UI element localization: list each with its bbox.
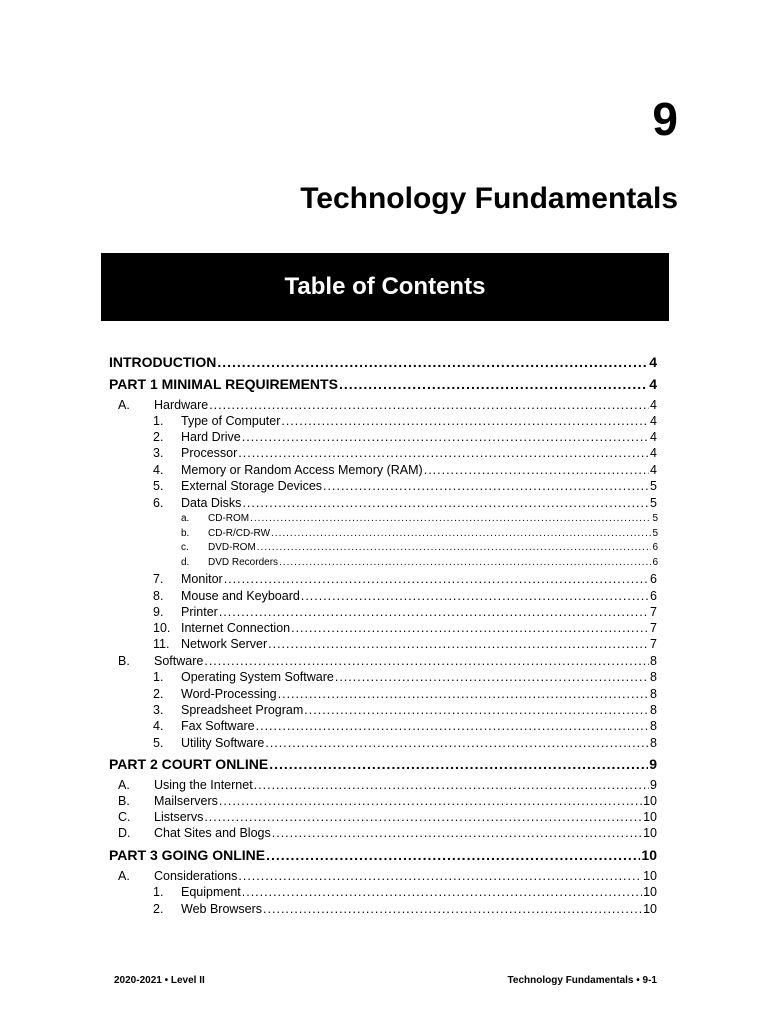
toc-entry-title: INTRODUCTION: [109, 354, 217, 370]
toc-entry-marker: 4.: [153, 463, 164, 477]
toc-leader-dots: [339, 377, 648, 391]
toc-entry-marker: d.: [181, 557, 190, 568]
toc-entry-marker: A.: [118, 398, 130, 412]
toc-entry-marker: c.: [181, 542, 189, 553]
toc-entry[interactable]: [109, 848, 657, 862]
toc-entry[interactable]: [153, 414, 657, 428]
toc-entry-page: 8: [650, 670, 657, 684]
toc-entry-title: Monitor: [181, 572, 223, 586]
toc-entry-title: Mailservers: [154, 794, 218, 808]
toc-entry-title: Listservs: [154, 810, 204, 824]
toc-leader-dots: [323, 480, 649, 493]
toc-leader-dots: [242, 497, 649, 510]
toc-entry-marker: 7.: [153, 572, 164, 586]
toc-entry-page: 8: [650, 703, 657, 717]
toc-entry-title: Web Browsers: [181, 902, 263, 916]
toc-entry-marker: a.: [181, 513, 190, 524]
toc-entry-page: 10: [643, 826, 657, 840]
toc-entry-marker: 2.: [153, 902, 164, 916]
toc-entry-marker: 5.: [153, 736, 164, 750]
toc-leader-dots: [257, 543, 652, 553]
toc-entry-marker: 1.: [153, 885, 164, 899]
toc-entry-page: 5: [650, 496, 657, 510]
toc-leader-dots: [278, 688, 649, 701]
toc-entry-page: 10: [643, 810, 657, 824]
toc-entry[interactable]: [153, 885, 657, 899]
toc-entry-page: 7: [650, 621, 657, 635]
toc-entry-page: 4: [649, 376, 657, 392]
toc-entry-page: 4: [650, 414, 657, 428]
toc-leader-dots: [219, 795, 642, 808]
toc-entry[interactable]: [118, 826, 657, 840]
toc-entry[interactable]: [109, 355, 657, 369]
toc-entry-page: 7: [650, 605, 657, 619]
toc-entry-title: External Storage Devices: [181, 479, 323, 493]
toc-leader-dots: [204, 811, 642, 824]
toc-leader-dots: [335, 671, 649, 684]
toc-leader-dots: [238, 870, 642, 883]
toc-leader-dots: [265, 737, 649, 750]
toc-entry[interactable]: [153, 479, 657, 493]
toc-entry-marker: 9.: [153, 605, 164, 619]
toc-entry-page: 5: [652, 513, 658, 524]
toc-entry[interactable]: [153, 496, 657, 510]
toc-entry-marker: 4.: [153, 719, 164, 733]
toc-entry[interactable]: [153, 687, 657, 701]
toc-entry[interactable]: [109, 757, 657, 771]
toc-entry[interactable]: [118, 810, 657, 824]
toc-entry-title: Internet Connection: [181, 621, 291, 635]
toc-entry-page: 4: [650, 430, 657, 444]
toc-leader-dots: [272, 827, 642, 840]
toc-entry-title: PART 2 COURT ONLINE: [109, 756, 269, 772]
toc-entry-title: Chat Sites and Blogs: [154, 826, 271, 840]
toc-entry-page: 4: [650, 398, 657, 412]
toc-entry-title: Equipment: [181, 885, 241, 899]
toc-entry-marker: A.: [118, 778, 130, 792]
toc-entry-marker: 3.: [153, 446, 164, 460]
toc-entry-page: 8: [650, 654, 657, 668]
toc-entry-marker: A.: [118, 869, 130, 883]
toc-leader-dots: [217, 355, 648, 369]
toc-entry-marker: D.: [118, 826, 131, 840]
toc-entry-title: Considerations: [154, 869, 238, 883]
toc-leader-dots: [424, 464, 649, 477]
toc-entry-marker: 10.: [153, 621, 171, 635]
toc-entry[interactable]: [118, 869, 657, 883]
toc-leader-dots: [209, 399, 649, 412]
toc-entry[interactable]: [181, 542, 658, 553]
toc-leader-dots: [250, 514, 651, 524]
toc-entry-page: 10: [643, 902, 657, 916]
toc-entry-page: 6: [652, 557, 658, 568]
toc-entry-title: Type of Computer: [181, 414, 281, 428]
toc-leader-dots: [224, 573, 649, 586]
toc-leader-dots: [238, 447, 649, 460]
toc-entry-marker: 6.: [153, 496, 164, 510]
toc-entry[interactable]: [109, 377, 657, 391]
chapter-number: 9: [652, 93, 678, 145]
toc-heading: Table of Contents: [284, 273, 486, 300]
footer-left: 2020-2021 • Level II: [114, 975, 205, 986]
toc-entry-title: DVD Recorders: [208, 557, 279, 568]
footer-right: Technology Fundamentals • 9-1: [507, 975, 657, 986]
toc-entry-title: Software: [154, 654, 204, 668]
toc-entry-title: Printer: [181, 605, 218, 619]
toc-entry-page: 6: [650, 589, 657, 603]
toc-entry[interactable]: [153, 621, 657, 635]
toc-entry-marker: B.: [118, 794, 130, 808]
toc-entry[interactable]: [118, 654, 657, 668]
chapter-title: Technology Fundamentals: [300, 182, 678, 215]
toc-entry-page: 8: [650, 736, 657, 750]
toc-entry-title: Word-Processing: [181, 687, 277, 701]
toc-entry-marker: b.: [181, 528, 190, 539]
toc-entry[interactable]: [153, 902, 657, 916]
toc-entry-page: 4: [649, 354, 657, 370]
toc-entry[interactable]: [181, 513, 658, 524]
toc-leader-dots: [242, 886, 642, 899]
toc-entry-marker: 2.: [153, 430, 164, 444]
toc-entry-page: 8: [650, 687, 657, 701]
toc-entry-page: 5: [652, 528, 658, 539]
toc-entry[interactable]: [153, 446, 657, 460]
toc-entry-page: 10: [643, 869, 657, 883]
toc-leader-dots: [268, 638, 649, 651]
toc-entry-marker: 8.: [153, 589, 164, 603]
toc-entry[interactable]: [153, 736, 657, 750]
toc-leader-dots: [291, 622, 649, 635]
toc-entry-title: CD-R/CD-RW: [208, 528, 271, 539]
toc-entry[interactable]: [153, 589, 657, 603]
toc-entry-title: CD-ROM: [208, 513, 250, 524]
toc-leader-dots: [256, 720, 649, 733]
toc-entry[interactable]: [153, 703, 657, 717]
toc-entry-page: 7: [650, 637, 657, 651]
toc-entry-marker: 1.: [153, 414, 164, 428]
toc-entry-marker: C.: [118, 810, 131, 824]
toc-entry-page: 9: [649, 756, 657, 772]
toc-entry-marker: 1.: [153, 670, 164, 684]
toc-entry[interactable]: [153, 719, 657, 733]
toc-entry-title: Spreadsheet Program: [181, 703, 304, 717]
toc-leader-dots: [254, 779, 649, 792]
toc-leader-dots: [281, 415, 649, 428]
toc-entry-marker: 11.: [153, 637, 170, 651]
toc-entry-page: 4: [650, 463, 657, 477]
toc-entry[interactable]: [118, 794, 657, 808]
toc-entry-page: 4: [650, 446, 657, 460]
toc-entry[interactable]: [181, 528, 658, 539]
toc-entry[interactable]: [118, 778, 657, 792]
toc-entry-page: 10: [643, 885, 657, 899]
toc-banner: [101, 253, 669, 321]
toc-entry[interactable]: [153, 572, 657, 586]
toc-leader-dots: [266, 848, 640, 862]
toc-entry-title: Processor: [181, 446, 238, 460]
toc-entry[interactable]: [153, 463, 657, 477]
toc-leader-dots: [263, 903, 642, 916]
toc-entry[interactable]: [153, 637, 657, 651]
toc-entry[interactable]: [153, 605, 657, 619]
toc-entry[interactable]: [153, 430, 657, 444]
toc-entry-title: Using the Internet: [154, 778, 253, 792]
toc-leader-dots: [301, 590, 649, 603]
toc-entry[interactable]: [153, 670, 657, 684]
toc-leader-dots: [271, 529, 651, 539]
toc-entry-page: 6: [652, 542, 658, 553]
toc-entry-title: Hard Drive: [181, 430, 241, 444]
toc-entry-title: Hardware: [154, 398, 209, 412]
toc-leader-dots: [304, 704, 649, 717]
toc-entry-title: Mouse and Keyboard: [181, 589, 300, 603]
toc-entry-title: Operating System Software: [181, 670, 334, 684]
toc-entry-title: Fax Software: [181, 719, 255, 733]
toc-leader-dots: [279, 558, 651, 568]
toc-entry-page: 8: [650, 719, 657, 733]
toc-entry-page: 10: [641, 847, 657, 863]
toc-leader-dots: [269, 757, 648, 771]
toc-entry-title: Memory or Random Access Memory (RAM): [181, 463, 423, 477]
toc-entry-page: 6: [650, 572, 657, 586]
toc-entry-marker: 2.: [153, 687, 164, 701]
toc-entry[interactable]: [181, 557, 658, 568]
toc-entry-title: PART 1 MINIMAL REQUIREMENTS: [109, 376, 338, 392]
toc-entry-page: 10: [643, 794, 657, 808]
toc-entry[interactable]: [118, 398, 657, 412]
toc-entry-marker: 3.: [153, 703, 164, 717]
toc-entry-title: PART 3 GOING ONLINE: [109, 847, 266, 863]
toc-entry-marker: B.: [118, 654, 130, 668]
toc-leader-dots: [204, 655, 649, 668]
toc-entry-page: 5: [650, 479, 657, 493]
toc-entry-page: 9: [650, 778, 657, 792]
toc-entry-marker: 5.: [153, 479, 164, 493]
toc-leader-dots: [242, 431, 649, 444]
toc-entry-title: DVD-ROM: [208, 542, 256, 553]
toc-leader-dots: [219, 606, 649, 619]
toc-entry-title: Data Disks: [181, 496, 242, 510]
toc-entry-title: Utility Software: [181, 736, 265, 750]
toc-entry-title: Network Server: [181, 637, 268, 651]
